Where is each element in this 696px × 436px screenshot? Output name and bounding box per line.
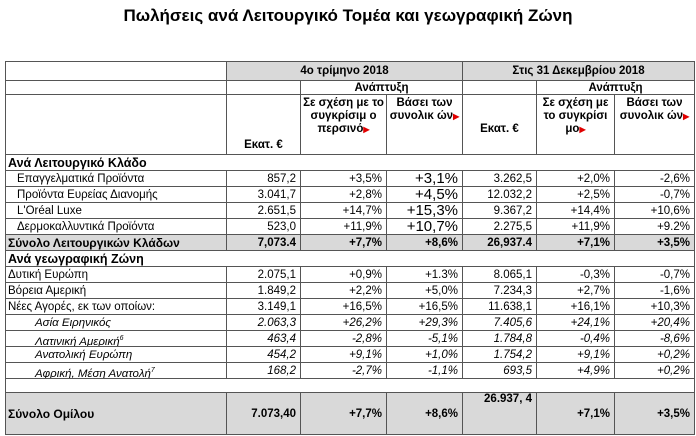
header-blank-4 [463,81,537,95]
value-cell-v4: 9.367,2 [463,203,537,219]
row-label-text: Επαγγελματικά Προϊόντα [17,173,145,185]
row-label-text: Προϊόντα Ευρείας Διανομής [17,189,158,201]
value-cell-v2: +11,9% [301,219,387,235]
row-label [5,187,227,203]
value-cell-v2: +7,7% [301,235,387,251]
row-label-text: Λατινική Αμερική [35,335,120,347]
row-label [5,363,227,379]
footnote-marker: 6 [119,335,124,342]
row-label [5,267,227,283]
value-cell-v6: +3,5% [615,393,695,435]
value-cell-v3: +8,6% [387,235,463,251]
value-cell-v2: +16,5% [301,299,387,315]
row-label-text: Ασία Ειρηνικός [35,317,112,329]
value-cell-v4: 1.784,8 [463,331,537,347]
value-cell-v3: +29,3% [387,315,463,331]
value-cell-v2: -2,7% [301,363,387,379]
value-cell-v5: +2,7% [537,283,615,299]
value-cell-v6: +0,2% [615,363,695,379]
value-cell-v1: 7,073.4 [227,235,301,251]
value-cell-v1: 2.063,3 [227,315,301,331]
section-title-segment: Ανά Λειτουργικό Κλάδο [5,155,695,171]
growth1-header: Ανάπτυξη [301,81,463,95]
value-cell-v5: +16,1% [537,299,615,315]
sales-table [5,61,695,435]
value-cell-v6: +20,4% [615,315,695,331]
row-label-text: Ανατολική Ευρώπη [35,349,133,361]
value-cell-v4: 3.262,5 [463,171,537,187]
page-title: Πωλήσεις ανά Λειτουργικό Τομέα και γεωγραφική Ζώνη [123,6,573,25]
row-label [5,315,227,331]
value-cell-v2: +14,7% [301,203,387,219]
value-cell-v2: -2,8% [301,331,387,347]
row-label [5,171,227,187]
value-cell-v6: -1,6% [615,283,695,299]
value-cell-v2: +9,1% [301,347,387,363]
row-label-text: Δυτική Ευρώπη [8,269,89,281]
value-cell-v1: 523,0 [227,219,301,235]
col-total-1: Βάσει των συνολικ ών▶ [387,95,463,155]
value-cell-v1: 3.041,7 [227,187,301,203]
period1-header: 4ο τρίμηνο 2018 [227,61,463,81]
col-eur-2: Εκατ. € [463,95,537,155]
value-cell-v6: -2,6% [615,171,695,187]
col-comp-2: Σε σχέση με το συγκρίσι μο▶ [537,95,615,155]
value-cell-v3: +4,5% [387,187,463,203]
row-label-text: Δερμοκαλλυντικά Προϊόντα [17,221,155,233]
growth2-header: Ανάπτυξη [537,81,695,95]
value-cell-v2: +7,7% [301,393,387,435]
dropdown-arrow-icon: ▶ [363,125,370,134]
value-cell-v6: +3,5% [615,235,695,251]
value-cell-v1: 168,2 [227,363,301,379]
col-comp-1: Σε σχέση με το συγκρίσιμ ο περσινό▶ [301,95,387,155]
value-cell-v6: -8,6% [615,331,695,347]
value-cell-v5: +7,1% [537,235,615,251]
value-cell-v3: +1,0% [387,347,463,363]
value-cell-v3: +16,5% [387,299,463,315]
value-cell-v5: +2,0% [537,171,615,187]
value-cell-v6: -0,7% [615,267,695,283]
value-cell-v5: +4,9% [537,363,615,379]
value-cell-v3: +5,0% [387,283,463,299]
value-cell-v4: 7.234,3 [463,283,537,299]
value-cell-v1: 463,4 [227,331,301,347]
row-label-text: L'Oréal Luxe [17,205,82,217]
header-blank-3 [227,81,301,95]
value-cell-v4: 12.032,2 [463,187,537,203]
dropdown-arrow-icon: ▶ [579,125,586,134]
value-cell-v2: +3,5% [301,171,387,187]
value-cell-v4: 26,937.4 [463,235,537,251]
row-label [5,331,227,347]
value-cell-v1: 7.073,40 [227,393,301,435]
value-cell-v5: +11,9% [537,219,615,235]
value-cell-v6: +10,3% [615,299,695,315]
spacer-row [5,379,695,393]
value-cell-v5: -0,4% [537,331,615,347]
header-blank-2 [5,81,227,95]
value-cell-v1: 454,2 [227,347,301,363]
col-total-2: Βάσει των συνολικ ών▶ [615,95,695,155]
value-cell-v4: 11.638,1 [463,299,537,315]
value-cell-v3: -5,1% [387,331,463,347]
row-label [5,203,227,219]
header-blank [5,61,227,81]
row-label-text: Σύνολο Ομίλου [8,407,95,421]
value-cell-v2: +2,2% [301,283,387,299]
value-cell-v3: +8,6% [387,393,463,435]
value-cell-v3: +1.3% [387,267,463,283]
value-cell-v6: +0,2% [615,347,695,363]
value-cell-v1: 2.651,5 [227,203,301,219]
value-cell-v3: +10,7% [387,219,463,235]
col-eur-1: Εκατ. € [227,95,301,155]
row-label-text: Σύνολο Λειτουργικών Κλάδων [8,236,180,250]
value-cell-v1: 2.075,1 [227,267,301,283]
value-cell-v4: 26.937, 4 [463,393,537,435]
section-title-geography: Ανά γεωγραφική Ζώνη [5,251,695,267]
row-label [5,235,227,251]
value-cell-v1: 3.149,1 [227,299,301,315]
row-label [5,283,227,299]
value-cell-v4: 8.065,1 [463,267,537,283]
footnote-marker: 7 [150,367,155,374]
value-cell-v1: 1.849,2 [227,283,301,299]
value-cell-v2: +26,2% [301,315,387,331]
value-cell-v5: +2,5% [537,187,615,203]
value-cell-v5: +14,4% [537,203,615,219]
value-cell-v2: +2,8% [301,187,387,203]
value-cell-v6: +9.2% [615,219,695,235]
row-label [5,393,227,435]
value-cell-v3: -1,1% [387,363,463,379]
value-cell-v3: +15,3% [387,203,463,219]
value-cell-v4: 2.275,5 [463,219,537,235]
value-cell-v3: +3,1% [387,171,463,187]
period2-header: Στις 31 Δεκεμβρίου 2018 [463,61,695,81]
row-label-text: Νέες Αγορές, εκ των οποίων: [8,301,156,313]
value-cell-v6: +10,6% [615,203,695,219]
row-label [5,299,227,315]
row-label [5,347,227,363]
value-cell-v2: +0,9% [301,267,387,283]
value-cell-v4: 1.754,2 [463,347,537,363]
row-label-text: Βόρεια Αμερική [8,285,87,297]
value-cell-v5: +24,1% [537,315,615,331]
value-cell-v5: +9,1% [537,347,615,363]
value-cell-v5: -0,3% [537,267,615,283]
value-cell-v6: -0,7% [615,187,695,203]
dropdown-arrow-icon: ▶ [453,112,460,121]
row-label [5,219,227,235]
dropdown-arrow-icon: ▶ [683,112,690,121]
value-cell-v4: 693,5 [463,363,537,379]
value-cell-v1: 857,2 [227,171,301,187]
header-blank-5 [5,95,227,155]
value-cell-v4: 7.405,6 [463,315,537,331]
value-cell-v5: +7,1% [537,393,615,435]
row-label-text: Αφρική, Μέση Ανατολή [35,367,151,379]
